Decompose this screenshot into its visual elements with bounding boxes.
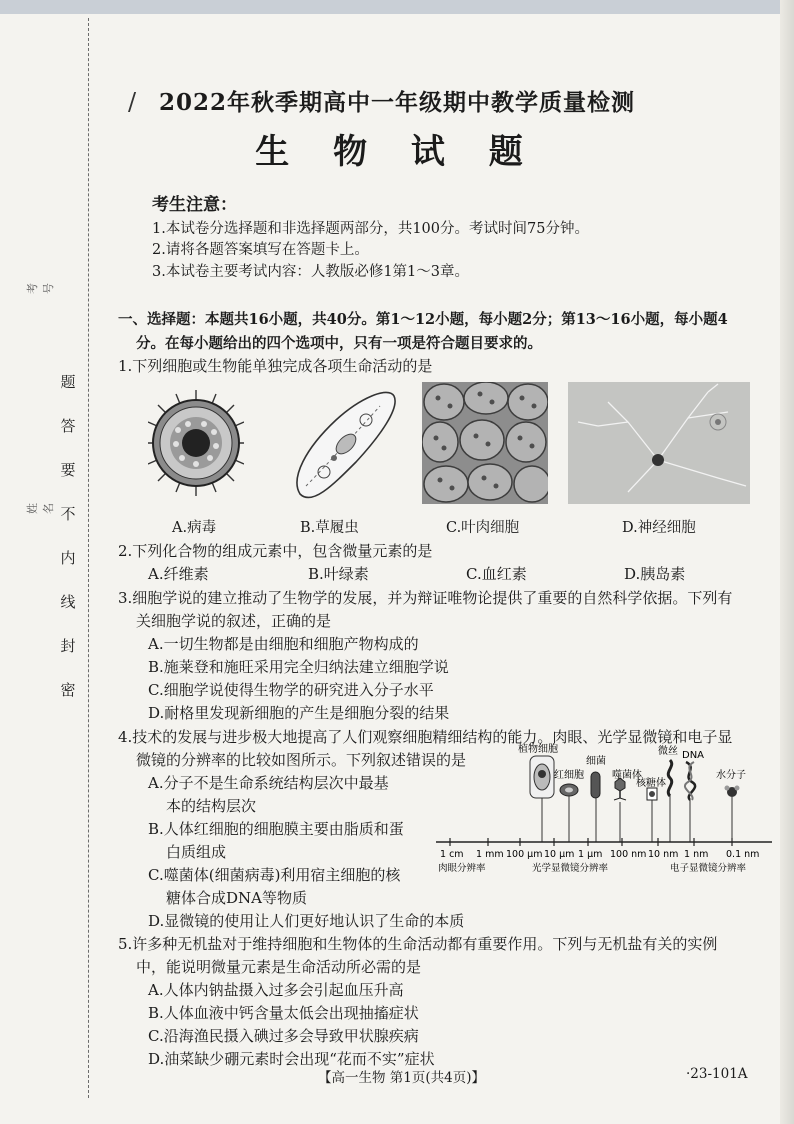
binding-char: 不 bbox=[60, 505, 76, 523]
figure-object-label: 微丝 bbox=[658, 746, 678, 757]
q3-option-b: B.施莱登和施旺采用完全归纳法建立细胞学说 bbox=[148, 658, 449, 676]
binding-char: 线 bbox=[60, 593, 76, 611]
notice-item: 2.请将各题答案填写在答题卡上。 bbox=[152, 242, 369, 258]
question-1-stem: 1.下列细胞或生物能单独完成各项生命活动的是 bbox=[118, 357, 433, 375]
figure-object-label: DNA bbox=[682, 750, 705, 761]
figure-object-label: 核糖体 bbox=[636, 778, 666, 789]
section-heading-cont: 分。在每小题给出的四个选项中，只有一项是符合题目要求的。 bbox=[136, 335, 542, 352]
q3-option-a: A.一切生物都是由细胞和细胞产物构成的 bbox=[148, 635, 419, 653]
question-3-stem-cont: 关细胞学说的叙述，正确的是 bbox=[136, 612, 332, 630]
page-top-edge bbox=[0, 0, 794, 14]
ribosome-icon bbox=[647, 788, 657, 800]
q3-option-c: C.细胞学说使得生物学的研究进入分子水平 bbox=[148, 681, 434, 699]
q4-option-c: C.噬菌体(细菌病毒)利用宿主细胞的核 bbox=[148, 866, 401, 884]
figure-object-label: 红细胞 bbox=[554, 770, 584, 781]
scale-tick-label: 0.1 nm bbox=[726, 849, 760, 860]
binding-warning bbox=[56, 360, 80, 712]
water-molecule-icon bbox=[725, 786, 740, 798]
scale-tick-label: 1 nm bbox=[684, 849, 709, 860]
binding-dashed-line bbox=[88, 18, 89, 1098]
binding-char: 密 bbox=[60, 681, 76, 699]
q4-option-a: A.分子不是生命系统结构层次中最基 bbox=[148, 774, 389, 792]
question-3-stem: 3.细胞学说的建立推动了生物学的发展，并为辩证唯物论提供了重要的自然科学依据。下列有 bbox=[118, 589, 733, 607]
binding-char: 答 bbox=[60, 417, 76, 435]
paramecium-image bbox=[284, 382, 402, 504]
figure-object-label: 噬菌体 bbox=[612, 770, 642, 781]
question-2-stem: 2.下列化合物的组成元素中，包含微量元素的是 bbox=[118, 542, 433, 560]
phage-icon bbox=[614, 778, 626, 800]
scale-tick-label: 100 nm bbox=[610, 849, 647, 860]
range-label: 电子显微镜分辨率 bbox=[670, 863, 747, 872]
q5-option-d: D.油菜缺少硼元素时会出现“花而不实”症状 bbox=[148, 1050, 435, 1068]
subject-title: 生 物 试 题 bbox=[255, 132, 539, 172]
q5-option-c: C.沿海渔民摄入碘过多会导致甲状腺疾病 bbox=[148, 1027, 419, 1045]
scale-tick-label: 100 μm bbox=[506, 849, 543, 860]
notice-heading: 考生注意： bbox=[152, 195, 237, 215]
q5-option-b: B.人体血液中钙含量太低会出现抽搐症状 bbox=[148, 1004, 419, 1022]
binding-char: 封 bbox=[60, 637, 76, 655]
page-footer: 【高一生物 第1页(共4页)】 bbox=[318, 1070, 486, 1086]
question-4-stem-cont: 微镜的分辨率的比较如图所示。下列叙述错误的是 bbox=[136, 751, 467, 769]
virus-image bbox=[148, 382, 244, 504]
q2-option-c: C.血红素 bbox=[466, 565, 527, 583]
figure-object-label: 细菌 bbox=[586, 756, 606, 767]
q2-option-d: D.胰岛素 bbox=[624, 565, 686, 583]
binding-char: 内 bbox=[60, 549, 76, 567]
q1-option-a: A.病毒 bbox=[172, 520, 217, 536]
dna-icon bbox=[685, 762, 695, 800]
plant-cell-icon bbox=[530, 756, 554, 798]
q5-option-a: A.人体内钠盐摄入过多会引起血压升高 bbox=[148, 981, 404, 999]
section-heading: 一、选择题：本题共16小题，共40分。第1～12小题，每小题2分；第13～16小题，每小题4 bbox=[118, 311, 728, 328]
range-label: 光学显微镜分辨率 bbox=[532, 863, 609, 872]
q1-option-b: B.草履虫 bbox=[300, 520, 359, 536]
exam-title: 2022年秋季期高中一年级期中教学质量检测 bbox=[158, 89, 635, 116]
figure-object-label: 水分子 bbox=[716, 770, 746, 781]
scale-tick-label: 10 μm bbox=[544, 849, 575, 860]
q1-option-d: D.神经细胞 bbox=[622, 520, 696, 536]
microfilament-icon bbox=[668, 760, 671, 796]
range-label: 肉眼分辨率 bbox=[438, 863, 486, 872]
red-blood-cell-icon bbox=[560, 784, 578, 796]
bacterium-icon bbox=[591, 772, 600, 798]
binding-char: 题 bbox=[60, 373, 76, 391]
leaf-cell-image bbox=[422, 382, 548, 504]
q4-option-d: D.显微镜的使用让人们更好地认识了生命的本质 bbox=[148, 912, 465, 930]
pencil-mark: / bbox=[128, 88, 137, 116]
binding-char: 要 bbox=[60, 461, 76, 479]
q3-option-d: D.耐格里发现新细胞的产生是细胞分裂的结果 bbox=[148, 704, 450, 722]
q2-option-a: A.纤维素 bbox=[148, 565, 209, 583]
scale-tick-label: 1 mm bbox=[476, 849, 504, 860]
q1-option-c: C.叶肉细胞 bbox=[446, 520, 520, 536]
exam-number-label: 考号 bbox=[26, 283, 55, 294]
scale-tick-label: 1 cm bbox=[440, 849, 464, 860]
paper-code: ·23-101A bbox=[686, 1066, 748, 1082]
figure-object-label: 植物细胞 bbox=[518, 744, 558, 755]
notice-item: 3.本试卷主要考试内容：人教版必修1第1～3章。 bbox=[152, 264, 470, 280]
name-label: 姓名 bbox=[26, 503, 55, 514]
question-5-stem: 5.许多种无机盐对于维持细胞和生物体的生命活动都有重要作用。下列与无机盐有关的实例 bbox=[118, 935, 718, 953]
resolution-figure bbox=[436, 732, 772, 872]
notice-item: 1.本试卷分选择题和非选择题两部分，共100分。考试时间75分钟。 bbox=[152, 221, 589, 237]
q2-option-b: B.叶绿素 bbox=[308, 565, 369, 583]
question-5-stem-cont: 中，能说明微量元素是生命活动所必需的是 bbox=[136, 958, 422, 976]
q4-option-b: B.人体红细胞的细胞膜主要由脂质和蛋 bbox=[148, 820, 404, 838]
scale-tick-label: 1 μm bbox=[578, 849, 603, 860]
question-4-stem: 4.技术的发展与进步极大地提高了人们观察细胞精细结构的能力。肉眼、光学显微镜和电子显 bbox=[118, 728, 733, 746]
scale-tick-label: 10 nm bbox=[648, 849, 679, 860]
q4-option-c-cont: 糖体合成DNA等物质 bbox=[166, 889, 307, 907]
neuron-image bbox=[568, 382, 750, 504]
q4-option-a-cont: 本的结构层次 bbox=[166, 797, 257, 815]
q4-option-b-cont: 白质组成 bbox=[166, 843, 227, 861]
